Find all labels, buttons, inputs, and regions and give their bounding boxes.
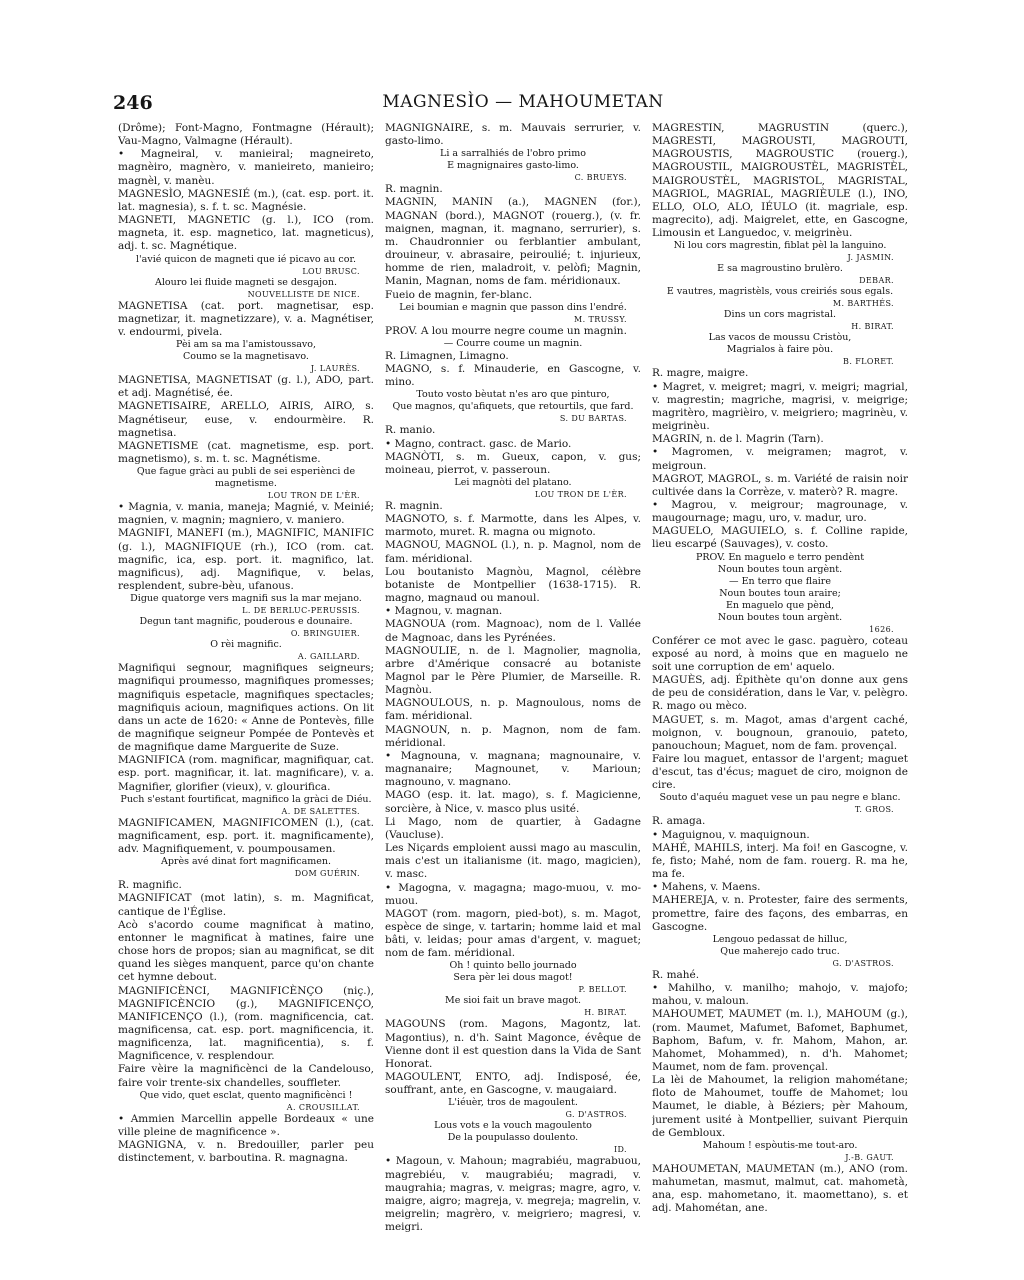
entry-paragraph: MAGNOULOUS, n. p. Magnoulous, noms de fam. méridional. (385, 697, 641, 723)
entry-paragraph: MAGNIFICAT (mot latin), s. m. Magnificat, cantique de l'Église. (118, 892, 374, 918)
quotation-author: DEBAR. (859, 276, 894, 286)
entry-paragraph: MAGUET, s. m. Magot, amas d'argent caché, moignon, v. bougnoun, granouio, pateto, panouchoun; Maguet, nom de fam. provençal. (652, 713, 908, 752)
quotation-line: Coumo se la magnetisavo. (183, 351, 309, 363)
quotation-author: DOM GUÉRIN. (294, 869, 360, 879)
quotation-author: M. BARTHÉS. (832, 299, 894, 309)
entry-paragraph: MAGNIGNAIRE, s. m. Mauvais serrurier, v. gasto-limo. (385, 122, 641, 148)
quotation-author: LOU TRON DE L'ÈR. (534, 489, 627, 499)
entry-paragraph: R. mahé. (652, 968, 700, 981)
entry-paragraph: Magnifiqui segnour, magnifiques seigneurs; magnifiqui proumesso, magnifiques promesses; magnifiquis espetacle, magnifiques spectacles; magnifiquis acioun, magnifiques actions. On lit dans un acte de 1620: « Anne de Pontevès, fille de magnifique seigneur Pompée de Pontevès et de magnifique dame Marguerite de Suze. (118, 662, 374, 754)
quotation-line: Que fague gràci au publi de sei esperiènci de magnetisme. (136, 466, 356, 490)
quotation-line: Digue quatorge vers magnifi sus la mar mejano. (130, 593, 362, 605)
quotation-line: — Courre coume un magnin. (443, 337, 583, 349)
entry-paragraph: MAGNOU, MAGNOL (l.), n. p. Magnol, nom de fam. méridional. (385, 539, 641, 565)
entry-paragraph: MAGNESÌO, MAGNESIÉ (m.), (cat. esp. port. it. lat. magnesia), s. f. t. sc. Magnésie. (118, 187, 374, 213)
quotation-line: En maguelo que pènd, (725, 599, 835, 611)
quotation-line: Après avé dinat fort magnificamen. (160, 856, 332, 868)
entry-paragraph: MAGNÒTI, s. m. Gueux, capon, v. gus; moineau, pierrot, v. passeroun. (385, 450, 641, 476)
quotation-author: B. FLORET. (843, 357, 894, 367)
quotation-line: O rèi magnific. (210, 639, 282, 651)
entry-paragraph: MAGNETI, MAGNETIC (g. l.), ICO (rom. magneta, it. esp. magnetico, lat. magneticus), adj. t. sc. Magnétique. (118, 214, 374, 253)
quotation-line: Touto vosto bèutat n'es aro que pinturo, (416, 389, 610, 401)
entry-paragraph: Acò s'acordo coume magnificat à matino, entonner le magnificat à matines, faire une chose hors de propos; sian au magnificat, se dit quand les sièges manquent, parce qu'on chante cet hymne debout. (118, 918, 374, 984)
entry-paragraph: R. magre, maigre. (652, 367, 749, 380)
entry-paragraph: MAHÉ, MAHILS, interj. Ma foi! en Gascogne, v. fe, fisto; Mahé, nom de fam. rouerg. R. ma he, ma fe. (652, 841, 908, 881)
quotation-author: T. GROS. (854, 805, 894, 815)
entry-paragraph: Faire vèire la magnificènci de la Candelouso, faire voir trente-six chandelles, souffleter. (118, 1063, 374, 1089)
page-number: 246 (113, 92, 153, 114)
entry-paragraph: MAGOULENT, ENTO, adj. Indisposé, ée, souffrant, ante, en Gascogne, v. maugaiard. (385, 1071, 641, 1097)
entry-paragraph: R. magnin. (385, 183, 443, 196)
quotation-line: L'iéuèr, tros de magoulent. (448, 1097, 578, 1109)
entry-paragraph: MAGNIFICAMEN, MAGNIFICOMEN (l.), (cat. magnificament, esp. port. it. magnificamente), adv. Magnifiquement, v. poumpousamen. (118, 816, 374, 856)
quotation-line: Noun boutes toun araire; (719, 587, 841, 599)
entry-paragraph: MAGNETISA (cat. port. magnetisar, esp. magnetizar, it. magnetizzare), v. a. Magnétiser, v. endourmi, pivela. (118, 299, 374, 338)
page-header (113, 92, 933, 116)
entry-paragraph: • Mahens, v. Maens. (652, 881, 761, 894)
entry-paragraph: MAGRIN, n. de l. Magrin (Tarn). (652, 433, 824, 446)
entry-paragraph: • Magnouna, v. magnana; magnounaire, v. magnanaire; Magnounet, v. Marioun; magnouno, v. magnano. (385, 749, 641, 789)
quotation-line: Noun boutes toun argènt. (717, 611, 843, 623)
entry-paragraph: MAGROT, MAGROL, s. m. Variété de raisin noir cultivée dans la Corrèze, v. materò? R. magre. (652, 472, 908, 498)
entry-paragraph: MAGNIFI, MANEFI (m.), MAGNIFIC, MANIFIC (g. l.), MAGNIFIQUE (rh.), ICO (rom. cat. magnific, ica, esp. port. it. magnifico, lat. magnificus), adj. Magnifique, v. belas, resplendent, subre-bèu, ufanous. (118, 527, 374, 593)
column-middle (385, 122, 641, 1272)
quotation-line: Puch s'estant fourtificat, magnifico la gràci de Diéu. (120, 793, 372, 805)
quotation-author: M. TRUSSY. (574, 314, 627, 324)
quotation-author: O. BRINGUIER. (290, 629, 360, 639)
entry-paragraph: • Magneiral, v. manieiral; magneireto, magnèiro, magnèro, v. manieireto, manieiro; magnèl, v. manèu. (118, 148, 374, 187)
entry-paragraph: Les Niçards emploient aussi mago au masculin, mais c'est un italianisme (it. mago, magicien), v. masc. (385, 842, 641, 881)
quotation-line: Las vacos de moussu Cristòu, (708, 332, 852, 344)
quotation-line: Lengouo pedassat de hilluc, (712, 933, 848, 945)
entry-paragraph: R. amaga. (652, 815, 706, 828)
entry-paragraph: MAGNO, s. f. Minauderie, en Gascogne, v. mino. (385, 363, 641, 389)
entry-paragraph: • Magromen, v. meigramen; magrot, v. meigroun. (652, 446, 908, 472)
entry-paragraph: MAGNIN, MANIN (a.), MAGNEN (for.), MAGNAN (bord.), MAGNOT (rouerg.), (v. fr. maignen, magnan, it. magnano, serrurier), s. m. Chaudronnier ou ferblantier ambulant, drouineur, v. abrasaire, peiroulié; t. injurieux, homme de rien, maladroit, v. pelòfi; Magnin, Manin, Magnan, noms de fam. méridionaux. (385, 196, 641, 288)
quotation-line: Alouro lei fluide magneti se desgajon. (155, 276, 337, 288)
entry-paragraph: R. magnin. (385, 499, 443, 512)
quotation-author: LOU TRON DE L'ÈR. (267, 491, 360, 501)
quotation-author: LOU BRUSC. (302, 266, 360, 276)
quotation-author: A. DE SALETTES. (281, 806, 360, 816)
quotation-author: P. BELLOT. (578, 985, 627, 995)
entry-paragraph: • Magnou, v. magnan. (385, 605, 503, 618)
quotation-author: H. BIRAT. (584, 1008, 627, 1018)
quotation-line: — En terro que flaire (729, 575, 831, 587)
quotation-line: PROV. En maguelo e terro pendènt (695, 551, 865, 563)
entry-paragraph: Conférer ce mot avec le gasc. paguèro, coteau exposé au nord, à moins que en maguelo ne soit une corruption de em' aquelo. (652, 634, 908, 673)
entry-paragraph: MAGUELO, MAGUIELO, s. f. Colline rapide, lieu escarpé (Sauvages), v. costo. (652, 525, 908, 551)
entry-paragraph: MAGUÈS, adj. Épithète qu'on donne aux gens de peu de considération, dans le Var, v. pelègro. R. mago ou mèco. (652, 674, 908, 713)
entry-paragraph: MAGOT (rom. magorn, pied-bot), s. m. Magot, espèce de singe, v. tartarin; homme laid et mal bâti, v. leidas; pour amas d'argent, v. maguet; nom de fam. méridional. (385, 907, 641, 960)
quotation-line: E sa magroustino brulèro. (717, 263, 843, 275)
quotation-line: Pèi am sa ma l'amistoussavo, (176, 339, 316, 351)
quotation-line: Dins un cors magristal. (723, 309, 837, 321)
quotation-line: Oh ! quinto bello journado (449, 960, 577, 972)
quotation-author: G. D'ASTROS. (565, 1110, 627, 1120)
entry-paragraph: PROV. A lou mourre negre coume un magnin. (385, 324, 627, 337)
entry-paragraph: (Drôme); Font-Magno, Fontmagne (Hérault); Vau-Magno, Valmagne (Hérault). (118, 122, 374, 148)
quotation-line: E vautres, magristèls, vous creiriés sous egals. (666, 286, 894, 298)
entry-paragraph: • Maguignou, v. maquignoun. (652, 828, 810, 841)
entry-paragraph: R. manio. (385, 424, 436, 437)
quotation-line: l'avié quicon de magneti que ié picavo au cor. (136, 253, 356, 265)
quotation-line: Que maherejo cado truc. (720, 945, 840, 957)
column-right (652, 122, 908, 1272)
quotation-line: Magrialos à faire pòu. (726, 344, 834, 356)
entry-paragraph: MAHOUMET, MAUMET (m. l.), MAHOUM (g.), (rom. Maumet, Mafumet, Bafomet, Baphumet, Baphom, Bafum, v. fr. Mahom, Mahon, ar. Mahomet, Mohammed), n. d'h. Mahomet; Maumet, nom de fam. provençal. (652, 1008, 908, 1073)
quotation-author: J. JASMIN. (847, 253, 894, 263)
quotation-line: De la poupulasso doulento. (447, 1132, 579, 1144)
entry-paragraph: R. Limagnen, Limagno. (385, 349, 509, 362)
quotation-author: A. GAILLARD. (297, 652, 360, 662)
entry-paragraph: Faire lou maguet, entassor de l'argent; maguet d'escut, tas d'écus; maguet de ciro, moignon de cire. (652, 753, 908, 792)
quotation-author: G. D'ASTROS. (832, 958, 894, 968)
quotation-author: S. DU BARTAS. (559, 414, 627, 424)
entry-paragraph: MAGNETISAIRE, ARELLO, AIRIS, AIRO, s. Magnétiseur, euse, v. endourmèire. R. magnetisa. (118, 400, 374, 439)
quotation-line: Sera pèr lei dous magot! (453, 972, 573, 984)
quotation-line: Souto d'aquéu maguet vese un pau negre e blanc. (659, 792, 901, 804)
entry-paragraph: La lèi de Mahoumet, la religion mahométane; floto de Mahoumet, touffe de Mahomet; lou Maumet, le diable, à Béziers; pèr Mahoum, jurement usité à Montpellier, suivant Pierquin de Gembloux. (652, 1074, 908, 1139)
entry-paragraph: MAGO (esp. it. lat. mago), s. f. Magicienne, sorcière, à Nice, v. masco plus usité. (385, 789, 641, 815)
quotation-line: Lei magnòti del platano. (454, 476, 572, 488)
quotation-line: Lous vots e la vouch magoulento (434, 1120, 592, 1132)
quotation-author: J.-B. GAUT. (845, 1152, 894, 1162)
entry-paragraph: • Magrou, v. meigrour; magrounage, v. maugournage; magu, uro, v. madur, uro. (652, 498, 908, 525)
entry-paragraph: Li Mago, nom de quartier, à Gadagne (Vaucluse). (385, 815, 641, 841)
quotation-line: Lei boumian e magnin que passon dins l'endré. (399, 301, 627, 313)
quotation-author: 1626. (869, 624, 894, 634)
running-title: MAGNESÌO — MAHOUMETAN (382, 92, 664, 112)
entry-paragraph: MAGOUNS (rom. Magons, Magontz, lat. Magontius), n. d'h. Saint Magonce, évêque de Vienne dont il est question dans la Vida de Sant Honorat. (385, 1018, 641, 1070)
entry-paragraph: • Magogna, v. magagna; mago-muou, v. mo-muou. (385, 881, 641, 907)
entry-paragraph: • Magoun, v. Mahoun; magrabiéu, magrabuou, magrebiéu, v. maugrabiéu; magradi, v. maugrahia; magras, v. meigras; magre, agro, v. maigre, aigro; magreja, v. megreja; magrelin, v. meigrelin; magrèro, v. meigriero; magresi, v. meigri. (385, 1155, 641, 1234)
entry-paragraph: • Magnia, v. mania, maneja; Magnié, v. Meinié; magnien, v. magnin; magniero, v. maniero. (118, 501, 374, 527)
entry-paragraph: Fueio de magnin, fer-blanc. (385, 288, 533, 301)
quotation-author: C. BRUEYS. (574, 173, 627, 183)
quotation-line: E magnignaires gasto-limo. (447, 160, 579, 172)
entry-paragraph: MAGNOUA (rom. Magnoac), nom de l. Vallée de Magnoac, dans les Pyrénées. (385, 618, 641, 644)
entry-paragraph: • Magret, v. meigret; magri, v. meigri; magrial, v. magrestin; magriche, magrisi, v. meigrige; magritèro, magrièiro, v. meigriero; magrinèu, v. meigrinèu. (652, 380, 908, 433)
quotation-author: A. CROUSILLAT. (286, 1102, 360, 1112)
quotation-author: NOUVELLISTE DE NICE. (247, 289, 360, 299)
entry-paragraph: R. magnific. (118, 879, 182, 892)
entry-paragraph: MAGRESTIN, MAGRUSTIN (querc.), MAGRESTI, MAGROUSTI, MAGROUTI, MAGROUSTIS, MAGROUSTIC (rouerg.), MAGROUSTIL, MAIGROUSTÈL, MAGRISTÈL, MAIGROUSTÈL, MAGRISTOL, MAGRISTAL, MAGRIOL, MAGRIAL, MAGRIÈULE (l.), INO, ELLO, OLO, ALO, IÉULO (it. magriale, esp. magrecito), adj. Maigrelet, ette, en Gascogne, Limousin et Languedoc, v. meigrinèu. (652, 122, 908, 240)
entry-paragraph: MAGNIFICA (rom. magnificar, magnifiquar, cat. esp. port. magnificar, it. lat. magnificare), v. a. Magnifier, glorifier (vieux), v. glourifica. (118, 754, 374, 793)
column-left (118, 122, 374, 1272)
entry-paragraph: • Magno, contract. gasc. de Mario. (385, 437, 572, 450)
entry-paragraph: MAGNOUN, n. p. Magnon, nom de fam. méridional. (385, 723, 641, 749)
quotation-author: H. BIRAT. (851, 322, 894, 332)
quotation-author: J. LAURÈS. (310, 364, 360, 374)
entry-paragraph: MAHEREJA, v. n. Protester, faire des serments, promettre, faire des façons, des embarras, en Gascogne. (652, 894, 908, 933)
entry-paragraph: MAGNIFICÈNCI, MAGNIFICÈNÇO (niç.), MAGNIFICÈNCIO (g.), MAGNIFICENÇO, MANIFICENÇO (l.), (rom. magnificencia, cat. magnificensa, cat. esp. port. magnificencia, it. magnificenza, lat. magnificentia), s. f. Magnificence, v. resplendour. (118, 984, 374, 1063)
entry-paragraph: MAGNOULIE, n. de l. Magnolier, magnolia, arbre d'Amérique consacré au botaniste Magnol par le Père Plumier, de Marseille. R. Magnòu. (385, 644, 641, 697)
entry-paragraph: MAGNOTO, s. f. Marmotte, dans les Alpes, v. marmoto, muret. R. magna ou mignoto. (385, 513, 641, 539)
quotation-author: L. DE BERLUC-PERUSSIS. (242, 606, 360, 616)
entry-paragraph: MAGNETISA, MAGNETISAT (g. l.), ADO, part. et adj. Magnétisé, ée. (118, 374, 374, 400)
quotation-line: Noun boutes toun argènt. (717, 563, 843, 575)
quotation-line: Ni lou cors magrestin, fiblat pèl la languino. (673, 240, 887, 252)
quotation-line: Li a sarralhiés de l'obro primo (440, 148, 586, 160)
entry-paragraph: Lou boutanisto Magnòu, Magnol, célèbre botaniste de Montpellier (1638-1715). R. magno, magnaud ou manoul. (385, 565, 641, 605)
entry-paragraph: MAGNIGNA, v. n. Bredouiller, parler peu distinctement, v. barboutina. R. magnagna. (118, 1139, 374, 1165)
quotation-line: Mahoum ! espòutis-me tout-aro. (702, 1139, 858, 1151)
quotation-line: Que magnos, qu'afiquets, que retourtils, que fard. (392, 401, 634, 413)
entry-paragraph: MAGNETISME (cat. magnetisme, esp. port. magnetismo), s. m. t. sc. Magnétisme. (118, 439, 374, 465)
entry-paragraph: MAHOUMETAN, MAUMETAN (m.), ANO (rom. mahumetan, masmut, malmut, cat. mahometà, ana, esp. mahometano, it. maomettano), s. et adj. Mahométan, ane. (652, 1162, 908, 1215)
quotation-line: Me sioi fait un brave magot. (445, 995, 581, 1007)
quotation-line: Que vido, quet esclat, quento magnificènci ! (139, 1089, 353, 1101)
entry-paragraph: • Ammien Marcellin appelle Bordeaux « une ville pleine de magnificence ». (118, 1112, 374, 1138)
entry-paragraph: • Mahilho, v. manilho; mahojo, v. majofo; mahou, v. maloun. (652, 982, 908, 1008)
quotation-author: ID. (613, 1145, 627, 1155)
quotation-line: Degun tant magnific, pouderous e dounaire. (139, 616, 353, 628)
